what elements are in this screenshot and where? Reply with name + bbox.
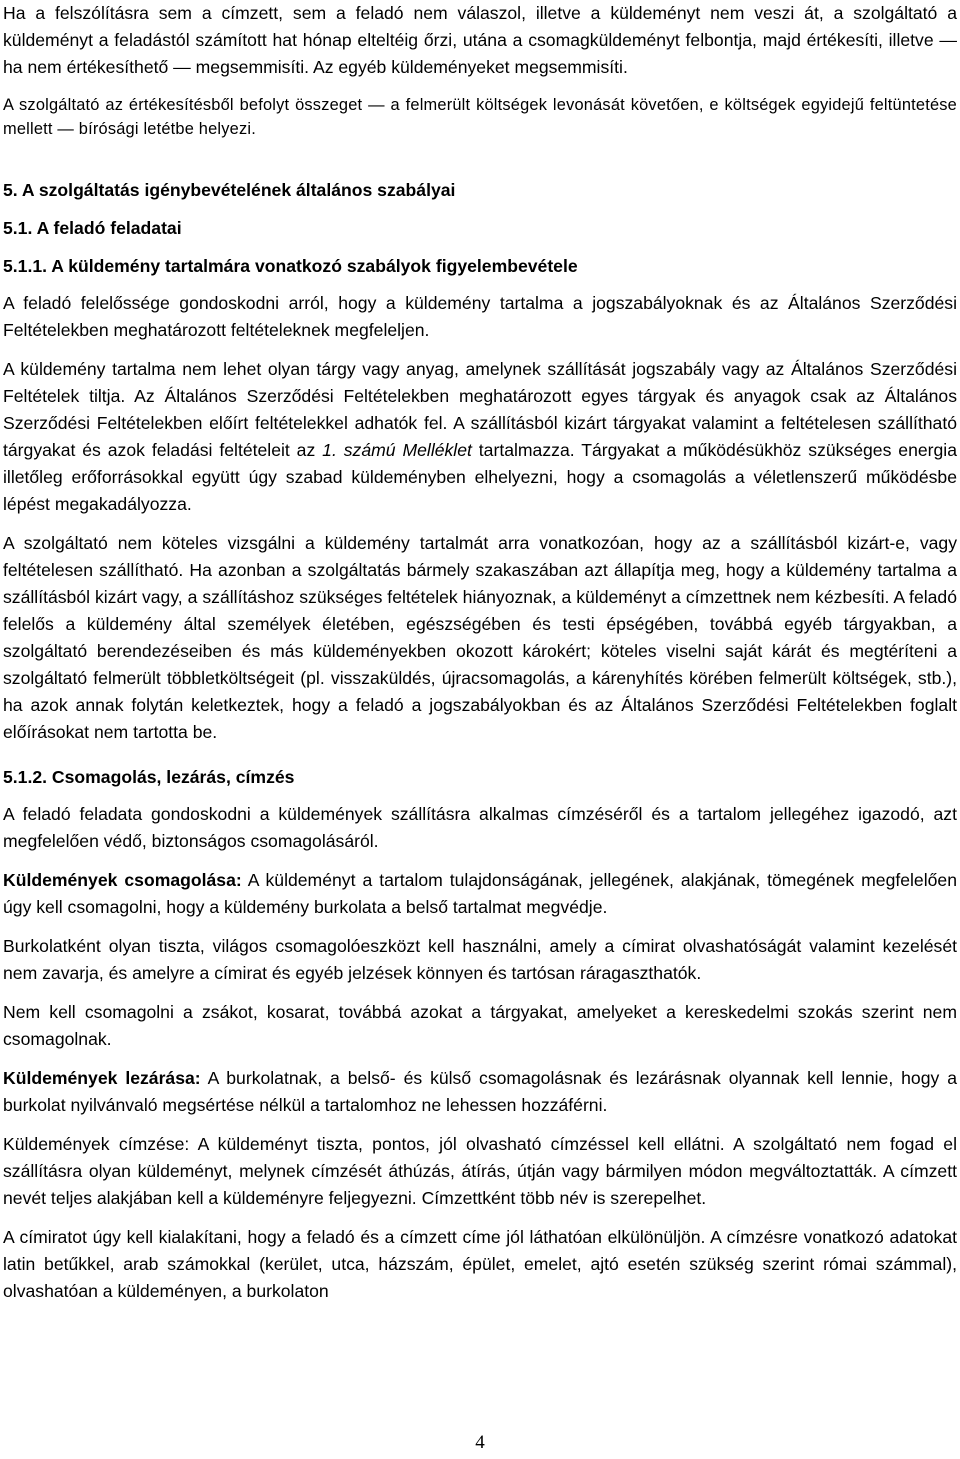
paragraph-text: tartalmazza. Tárgyakat a működésükhöz szükséges energia illetőleg erőforrásokkal együtt úgy szabad küldeményben elhelyezni, hogy a csomagolás a véletlenszerű működésbe lépést megakadályozza. xyxy=(3,440,957,514)
section-5-heading: 5. A szolgáltatás igénybevételének általános szabályai xyxy=(3,180,456,200)
paragraph-provider-inspection: A szolgáltató nem köteles vizsgálni a küldemény tartalmát arra vonatkozóan, hogy az a szállításból kizárt-e, vagy feltételesen szállítható. Ha azonban a szolgáltatás bármely szakaszában azt állapítja meg, hogy a küldemény tartalma a szállításból kizárt vagy, a szállításhoz szükséges feltételek hiányoznak, a küldeményt a címzettnek nem kézbesíti. A feladó felelős a küldemény által személyek életében, egészségében és testi épségében, továbbá egyéb tárgyakban, a szolgáltató berendezéseiben és más küldeményekben okozott károkért; köteles viselni saját kárát és megtéríteni a szolgáltató felmerült többletköltségeit (pl. visszaküldés, újracsomagolás, a kárenyhítés körében felmerült költségek, stb.), ha azok annak folytán keletkeztek, hogy a feladó a jogszabályokban és az Általános Szerződési Feltételekben foglalt előírásokat nem tartotta be. xyxy=(3,533,957,742)
paragraph-no-packaging: Nem kell csomagolni a zsákot, kosarat, továbbá azokat a tárgyakat, amelyeket a kereskedelmi szokás szerint nem csomagolnak. xyxy=(3,1002,957,1049)
paragraph-wrapping: Burkolatként olyan tiszta, világos csomagolóeszközt kell használni, amely a címirat olvashatóságát valamint kezelését nem zavarja, és amelyre a címirat és egyéb jelzések könnyen és tartósan ráragaszthatók. xyxy=(3,936,957,983)
page-number: 4 xyxy=(475,1432,485,1453)
paragraph-text: A burkolatnak, a belső- és külső csomagolásnak és lezárásnak olyannak kell lennie, hogy a burkolat nyilvánvaló megsértése nélkül a tartalomhoz ne lehessen hozzáférni. xyxy=(3,1068,957,1115)
paragraph-sender-packaging-duty: A feladó feladata gondoskodni a küldemények szállításra alkalmas címzéséről és a tartalom jellegéhez igazodó, azt megfelelően védő, biztonságos csomagolásáról. xyxy=(3,804,957,851)
section-5-1-2-heading: 5.1.2. Csomagolás, lezárás, címzés xyxy=(3,767,295,787)
paragraph-packaging xyxy=(3,867,957,921)
section-5-1-1-heading: 5.1.1. A küldemény tartalmára vonatkozó szabályok figyelembevétele xyxy=(3,256,578,276)
document-page xyxy=(3,0,957,1305)
annex-reference: 1. számú Melléklet xyxy=(322,440,472,460)
intro-paragraph-deposit: A szolgáltató az értékesítésből befolyt összeget — a felmerült költségek levonását követően, e költségek egyidejű feltüntetése mellett — bírósági letétbe helyezi. xyxy=(3,96,957,138)
paragraph-sealing xyxy=(3,1065,957,1119)
sealing-label: Küldemények lezárása: xyxy=(3,1068,201,1088)
intro-paragraph-storage: Ha a felszólításra sem a címzett, sem a feladó nem válaszol, illetve a küldeményt nem veszi át, a szolgáltató a küldeményt a feladástól számított hat hónap elteltéig őrzi, utána a csomagküldeményt felbontja, majd értékesíti, illetve — ha nem értékesíthető — megsemmisíti. Az egyéb küldeményeket megsemmisíti. xyxy=(3,3,957,77)
paragraph-sender-responsibility: A feladó felelőssége gondoskodni arról, hogy a küldemény tartalma a jogszabályoknak és az Általános Szerződési Feltételekben meghatározott feltételeknek megfeleljen. xyxy=(3,293,957,340)
packaging-label: Küldemények csomagolása: xyxy=(3,870,242,890)
paragraph-forbidden-content xyxy=(3,356,957,518)
section-5-1-heading: 5.1. A feladó feladatai xyxy=(3,218,182,238)
paragraph-text: A küldemény tartalma nem lehet olyan tárgy vagy anyag, amelynek szállítását jogszabály vagy az Általános Szerződési Feltételek tiltja. Az Általános Szerződési Feltételekben meghatározott egyes tárgyak és anyagok csak az Általános Szerződési Feltételekben előírt feltételekkel adhatók fel. A szállításból kizárt tárgyakat valamint a feltételesen szállítható tárgyakat és azok feladási feltételeit az xyxy=(3,359,957,460)
paragraph-text: A küldeményt a tartalom tulajdonságának, jellegének, alakjának, tömegének megfelelően úgy kell csomagolni, hogy a küldemény burkolata a belső tartalmat megvédje. xyxy=(3,870,957,917)
paragraph-addressing: Küldemények címzése: A küldeményt tiszta, pontos, jól olvasható címzéssel kell ellátni. A szolgáltató nem fogad el szállításra olyan küldeményt, melynek címzését áthúzás, átírás, útján vagy bármilyen módon megváltoztatták. A címzett nevét teljes alakjában kell a küldeményre feljegyezni. Címzettként több név is szerepelhet. xyxy=(3,1134,957,1208)
paragraph-address-label: A címiratot úgy kell kialakítani, hogy a feladó és a címzett címe jól láthatóan elkülönüljön. A címzésre vonatkozó adatokat latin betűkkel, arab számokkal (kerület, utca, házszám, épület, emelet, ajtó esetén szükség szerint római számmal), olvashatóan a küldeményen, a burkolaton xyxy=(3,1227,957,1301)
